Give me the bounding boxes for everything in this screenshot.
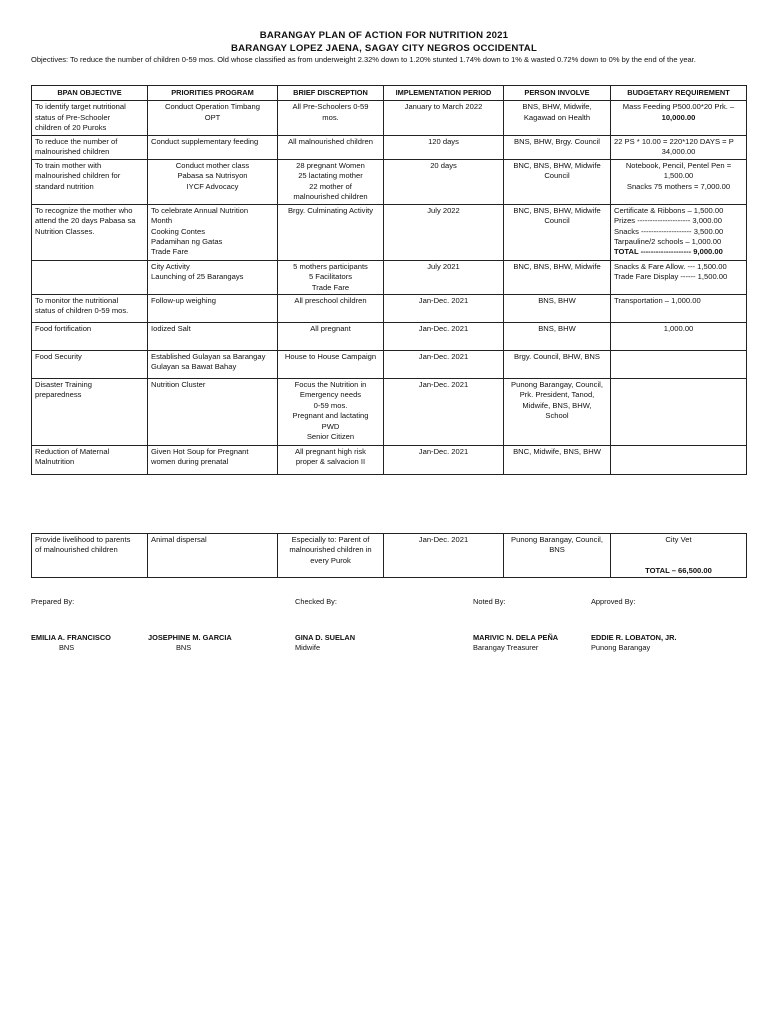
persons-line: BNC, BNS, BHW, Midwife <box>513 205 601 215</box>
description-line: All malnourished children <box>288 136 373 146</box>
program-cell <box>148 159 278 204</box>
program-line: Cooking Contes <box>151 226 206 236</box>
program-line: Month <box>151 216 173 226</box>
header-period: IMPLEMENTATION PERIOD <box>384 86 504 101</box>
budget-line: Notebook, Pencil, Pentel Pen = <box>625 160 732 170</box>
persons-cell <box>504 260 611 294</box>
description-line: 28 pregnant Women <box>296 160 365 170</box>
table-row <box>32 445 747 474</box>
program-line: Conduct Operation Timbang <box>165 102 260 112</box>
table-row <box>32 322 747 350</box>
description-line: All pregnant high risk <box>295 446 366 456</box>
persons-line: Council <box>544 216 570 226</box>
persons-line: Punong Barangay, Council, <box>511 535 603 544</box>
objective-line: status of Pre-Schooler <box>35 112 111 122</box>
grand-total: TOTAL – 66,500.00 <box>645 565 712 575</box>
description-cell <box>278 322 384 350</box>
persons-cell <box>504 294 611 322</box>
program-line: Given Hot Soup for Pregnant <box>151 446 249 456</box>
program-line: Established Gulayan sa Barangay <box>151 351 266 361</box>
period-cell <box>384 260 504 294</box>
description-line: 25 lactating mother <box>298 171 363 181</box>
program-line: Launching of 25 Barangays <box>151 272 244 282</box>
period-line: Jan-Dec. 2021 <box>418 446 469 456</box>
description-line: 22 mother of <box>309 181 352 191</box>
table-row <box>32 260 747 294</box>
signatory <box>591 633 677 653</box>
description-cell <box>278 159 384 204</box>
period-line: 120 days <box>428 136 459 146</box>
checked-by-label: Checked By: <box>295 597 337 606</box>
document-title: BARANGAY PLAN OF ACTION FOR NUTRITION 2021 <box>259 30 509 41</box>
persons-cell <box>504 445 611 474</box>
description-line: Focus the Nutrition in <box>294 379 367 389</box>
persons-cell <box>504 378 611 445</box>
objective-cell <box>32 350 148 378</box>
persons-line: School <box>545 411 569 421</box>
description-line: House to House Campaign <box>284 351 377 361</box>
budget-line: Snacks 75 mothers = 7,000.00 <box>626 181 731 191</box>
table-row <box>32 101 747 135</box>
table-row <box>32 204 747 260</box>
objective-line: children of 20 Puroks <box>35 123 107 133</box>
description-cell <box>278 135 384 159</box>
budget-line: TOTAL -------------------- 9,000.00 <box>614 247 723 257</box>
period-cell <box>384 445 504 474</box>
objective-line: To identify target nutritional <box>35 102 126 112</box>
period-cell <box>384 350 504 378</box>
signatory-role: Midwife <box>295 642 321 652</box>
program-cell <box>148 135 278 159</box>
objective-line: To reduce the number of <box>35 136 118 146</box>
persons-line: Punong Barangay, Council, <box>511 379 603 389</box>
description-line: 5 Facilitators <box>308 272 353 282</box>
budget-cell <box>611 204 747 260</box>
header-description: BRIEF DISCREPTION <box>278 86 384 101</box>
description-line: All Pre-Schoolers 0-59 <box>292 102 369 112</box>
prepared-by-label: Prepared By: <box>31 597 75 606</box>
period-line: January to March 2022 <box>404 102 483 112</box>
objective-cell <box>32 378 148 445</box>
period-cell <box>384 204 504 260</box>
program-cell <box>148 445 278 474</box>
description-line: malnourished children in <box>289 545 372 555</box>
description-cell <box>278 445 384 474</box>
budget-cell <box>611 101 747 135</box>
signatory-name: JOSEPHINE M. GARCIA <box>148 633 232 642</box>
objective-line: Provide livelihood to parents <box>35 535 131 544</box>
program-cell <box>148 378 278 445</box>
budget-line: Trade Fare Display ------ 1,500.00 <box>614 272 728 282</box>
description-line: 5 mothers participants <box>293 261 368 271</box>
signatory <box>295 633 355 653</box>
table-row <box>32 135 747 159</box>
objective-line: To train mother with <box>35 160 102 170</box>
persons-line: Council <box>544 171 570 181</box>
budget-line: Snacks & Fare Allow. --- 1,500.00 <box>614 261 727 271</box>
objective-line: Malnutrition <box>35 457 75 467</box>
period-line: Jan-Dec. 2021 <box>418 295 469 305</box>
signatory <box>31 633 111 653</box>
budget-cell <box>611 159 747 204</box>
table-row <box>32 159 747 204</box>
objective-line: To monitor the nutritional <box>35 295 119 305</box>
persons-cell <box>504 534 611 578</box>
description-line: Especially to: Parent of <box>291 535 370 544</box>
period-cell <box>384 135 504 159</box>
signatory <box>148 633 232 653</box>
period-cell <box>384 294 504 322</box>
objective-cell <box>32 534 148 578</box>
description-line: PWD <box>321 421 340 431</box>
persons-line: Brgy. Council, BHW, BNS <box>514 351 600 361</box>
budget-cell <box>611 135 747 159</box>
objective-line: Nutrition Classes. <box>35 226 95 236</box>
description-cell <box>278 101 384 135</box>
objective-line: standard nutrition <box>35 181 94 191</box>
description-line: every Purok <box>310 555 351 565</box>
description-line: Emergency needs <box>299 390 362 400</box>
program-line: City Activity <box>151 261 190 271</box>
persons-cell <box>504 204 611 260</box>
objective-line: Reduction of Maternal <box>35 446 110 456</box>
period-cell <box>384 159 504 204</box>
period-cell <box>384 534 504 578</box>
program-line: Trade Fare <box>151 247 189 257</box>
signatory-name: EDDIE R. LOBATON, JR. <box>591 633 677 642</box>
persons-line: Kagawad on Health <box>523 112 591 122</box>
objective-cell <box>32 135 148 159</box>
persons-cell <box>504 322 611 350</box>
description-line: mos. <box>322 112 339 122</box>
description-line: All preschool children <box>294 295 367 305</box>
budget-line: 1,500.00 <box>663 171 694 181</box>
period-line: Jan-Dec. 2021 <box>418 323 469 333</box>
program-line: To celebrate Annual Nutrition <box>151 205 249 215</box>
objective-cell <box>32 294 148 322</box>
program-cell <box>148 294 278 322</box>
noted-by-label: Noted By: <box>473 597 506 606</box>
persons-line: BNS, BHW, Brgy. Council <box>514 136 600 146</box>
description-cell <box>278 378 384 445</box>
program-line: Conduct mother class <box>175 160 250 170</box>
budget-line: 1,000.00 <box>663 323 694 333</box>
period-line: July 2021 <box>427 261 460 271</box>
header-objective: BPAN OBJECTIVE <box>32 86 148 101</box>
description-line: Trade Fare <box>311 282 350 292</box>
objective-line: of malnourished children <box>35 545 118 555</box>
objective-cell <box>32 204 148 260</box>
description-line: 0-59 mos. <box>313 400 348 410</box>
livelihood-table <box>31 533 747 578</box>
program-line: Conduct supplementary feeding <box>151 136 259 146</box>
program-line: Animal dispersal <box>151 535 207 544</box>
objective-line: status of children 0-59 mos. <box>35 306 129 316</box>
program-line: IYCF Advocacy <box>186 181 239 191</box>
budget-cell <box>611 445 747 474</box>
budget-line: Snacks -------------------- 3,500.00 <box>614 226 724 236</box>
program-cell <box>148 350 278 378</box>
persons-line: Midwife, BNS, BHW, <box>522 400 592 410</box>
program-cell <box>148 101 278 135</box>
signatory-role: BNS <box>59 642 75 652</box>
header-persons: PERSON INVOLVE <box>504 86 611 101</box>
budget-line: Tarpauline/2 schools – 1,000.00 <box>614 236 722 246</box>
objective-line: Food fortification <box>35 323 92 333</box>
objective-line: Food Security <box>35 351 82 361</box>
budget-line: Transportation – 1,000.00 <box>614 295 701 305</box>
persons-cell <box>504 101 611 135</box>
program-line: OPT <box>204 112 221 122</box>
table-header-row <box>32 86 747 101</box>
persons-line: BNC, Midwife, BNS, BHW <box>513 446 601 456</box>
persons-line: Prk. President, Tanod, <box>519 390 595 400</box>
objective-line: attend the 20 days Pabasa sa <box>35 216 136 226</box>
description-line: Senior Citizen <box>306 432 355 442</box>
program-line: Nutrition Cluster <box>151 379 206 389</box>
objective-cell <box>32 322 148 350</box>
persons-line: BNS, BHW <box>538 323 576 333</box>
objective-line: To recognize the mother who <box>35 205 133 215</box>
description-cell <box>278 260 384 294</box>
objectives-text: Objectives: To reduce the number of children 0-59 mos. Old whose classified as from underweight 2.32% down to 1.20% stunted 1.74% down to 1% & wasted 0.72% down to 0% by the end of the year. <box>31 55 696 64</box>
period-line: July 2022 <box>427 205 460 215</box>
period-line: 20 days <box>430 160 457 170</box>
program-cell <box>148 204 278 260</box>
header-program: PRIORITIES PROGRAM <box>148 86 278 101</box>
table-row <box>32 294 747 322</box>
program-cell <box>148 534 278 578</box>
table-row <box>32 378 747 445</box>
budget-city-vet: City Vet <box>665 535 692 544</box>
signatory-role: Barangay Treasurer <box>473 642 539 652</box>
budget-line: Certificate & Ribbons – 1,500.00 <box>614 205 724 215</box>
program-line: women during prenatal <box>151 457 229 467</box>
persons-line: BNS, BHW <box>538 295 576 305</box>
table-row <box>32 534 747 578</box>
description-cell <box>278 294 384 322</box>
document-subtitle: BARANGAY LOPEZ JAENA, SAGAY CITY NEGROS OCCIDENTAL <box>230 43 538 54</box>
description-line: malnourished children <box>293 191 368 201</box>
persons-cell <box>504 350 611 378</box>
budget-line: Prizes --------------------- 3,000.00 <box>614 216 722 226</box>
program-line: Padamihan ng Gatas <box>151 236 223 246</box>
objective-line: malnourished children for <box>35 171 121 181</box>
objective-cell <box>32 159 148 204</box>
persons-cell <box>504 135 611 159</box>
period-line: Jan-Dec. 2021 <box>418 351 469 361</box>
period-line: Jan-Dec. 2021 <box>418 535 469 544</box>
approved-by-label: Approved By: <box>591 597 636 606</box>
program-cell <box>148 322 278 350</box>
persons-line: BNC, BNS, BHW, Midwife <box>513 160 601 170</box>
signatory-role: BNS <box>176 642 192 652</box>
budget-cell <box>611 378 747 445</box>
period-cell <box>384 322 504 350</box>
budget-cell <box>611 322 747 350</box>
program-line: Follow-up weighing <box>151 295 217 305</box>
persons-line: BNC, BNS, BHW, Midwife <box>513 261 601 271</box>
period-cell <box>384 101 504 135</box>
budget-cell <box>611 534 747 578</box>
signatory-name: GINA D. SUELAN <box>295 633 356 642</box>
persons-line: BNS, BHW, Midwife, <box>522 102 592 112</box>
budget-line: 22 PS * 10.00 = 220*120 DAYS = P <box>614 136 734 146</box>
program-cell <box>148 260 278 294</box>
objective-line: Disaster Training <box>35 379 92 389</box>
period-cell <box>384 378 504 445</box>
budget-line: Mass Feeding P500.00*20 Prk. – <box>622 102 735 112</box>
description-cell <box>278 534 384 578</box>
budget-cell <box>611 350 747 378</box>
signatory-role: Punong Barangay <box>591 642 651 652</box>
description-line: proper & salvacion II <box>295 457 366 467</box>
table-row <box>32 350 747 378</box>
header-budget: BUDGETARY REQUIREMENT <box>611 86 747 101</box>
budget-cell <box>611 294 747 322</box>
signatory-name: EMILIA A. FRANCISCO <box>31 633 111 642</box>
description-line: Brgy. Culminating Activity <box>287 205 374 215</box>
description-line: All pregnant <box>310 323 351 333</box>
budget-line: 10,000.00 <box>661 112 696 122</box>
program-line: Iodized Salt <box>151 323 191 333</box>
signatory-name: MARIVIC N. DELA PEÑA <box>473 633 559 642</box>
persons-cell <box>504 159 611 204</box>
budget-line: 34,000.00 <box>661 147 696 157</box>
persons-line: BNS <box>549 545 565 555</box>
signatory <box>473 633 558 653</box>
objective-cell <box>32 260 148 294</box>
objective-line: preparedness <box>35 390 82 400</box>
objective-line: malnourished children <box>35 147 110 157</box>
nutrition-plan-table <box>31 85 747 475</box>
period-line: Jan-Dec. 2021 <box>418 379 469 389</box>
objective-cell <box>32 101 148 135</box>
budget-cell <box>611 260 747 294</box>
objective-cell <box>32 445 148 474</box>
description-cell <box>278 350 384 378</box>
program-line: Gulayan sa Bawat Bahay <box>151 362 237 372</box>
description-cell <box>278 204 384 260</box>
program-line: Pabasa sa Nutrisyon <box>177 171 248 181</box>
description-line: Pregnant and lactating <box>292 411 369 421</box>
